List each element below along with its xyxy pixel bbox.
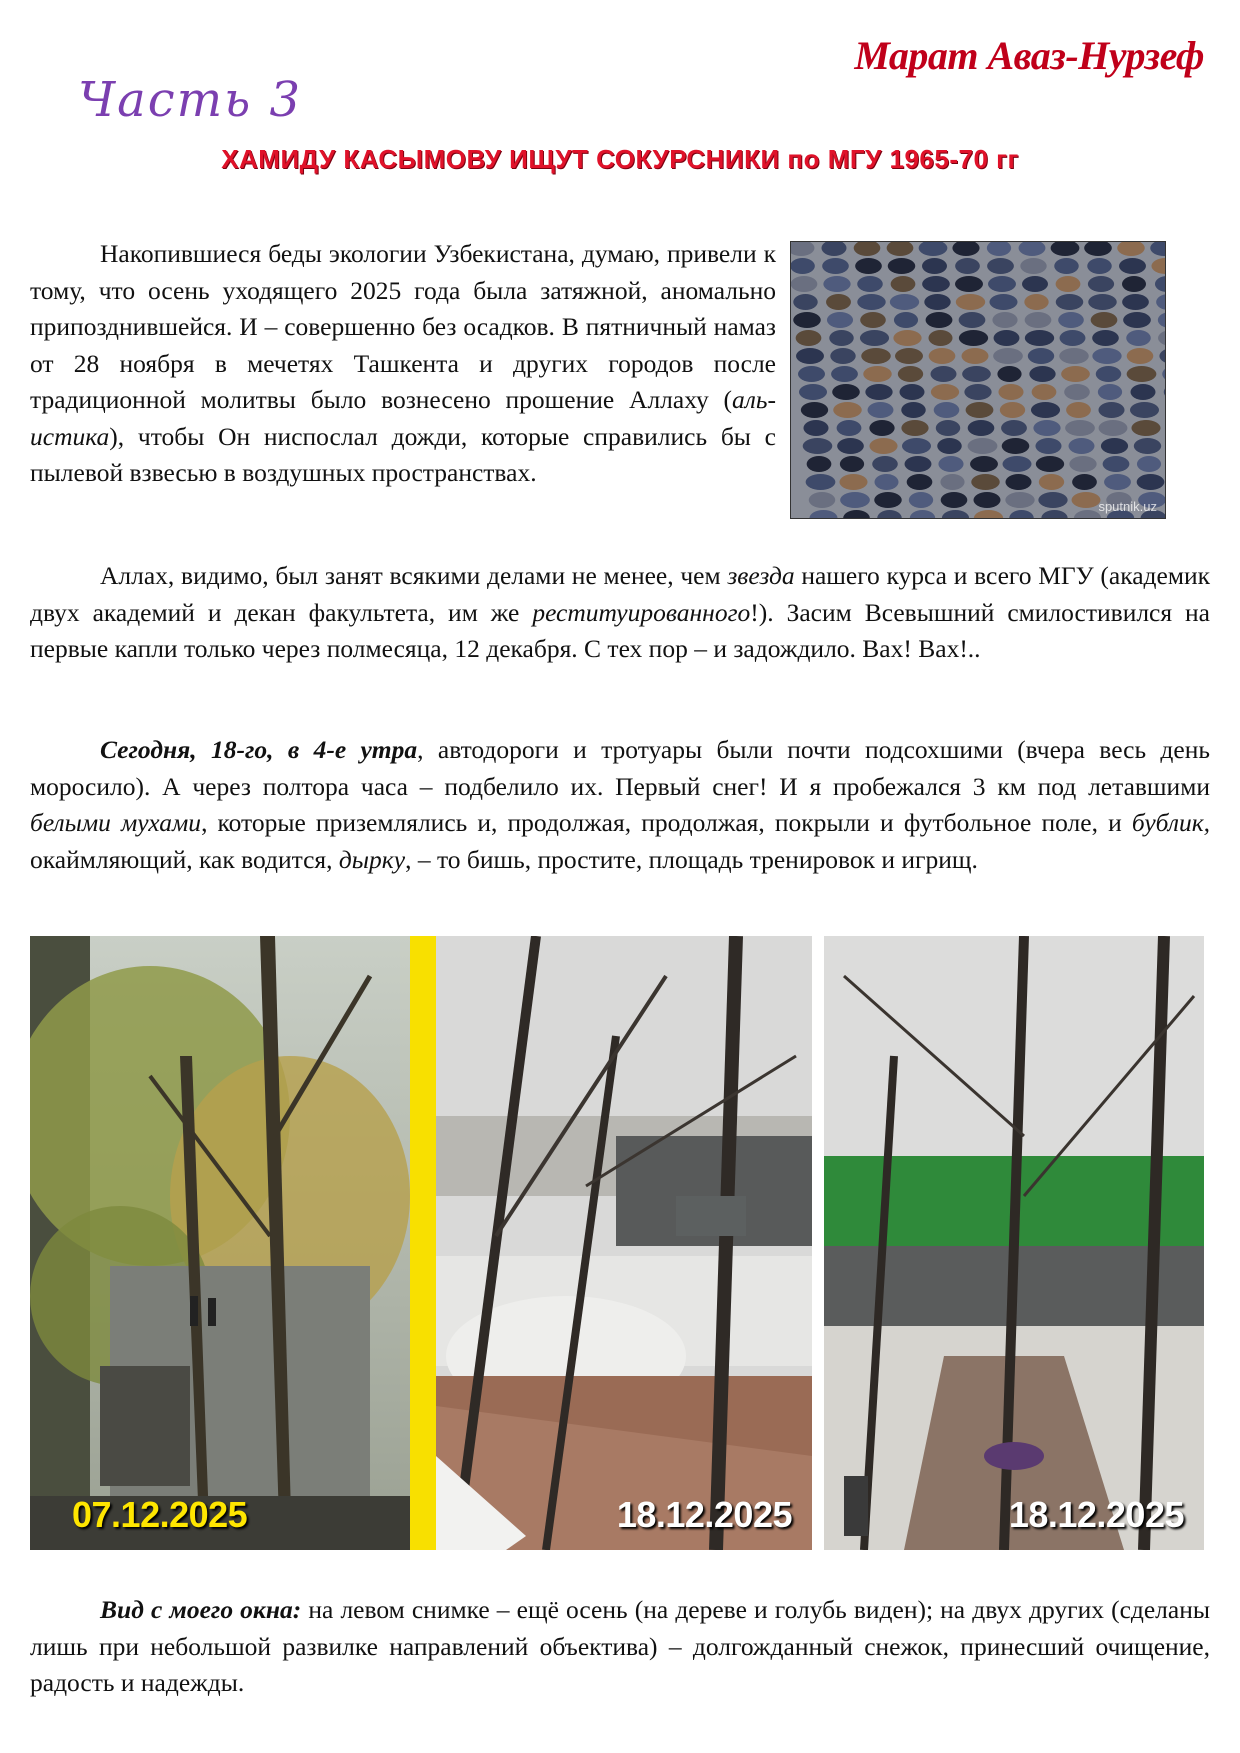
worshipper: [973, 492, 1000, 508]
worshipper: [1025, 330, 1054, 346]
worshipper: [1103, 456, 1130, 472]
worshipper: [874, 474, 898, 490]
worshipper: [806, 474, 836, 490]
worshipper: [970, 456, 998, 472]
date-stamp-snow-1: 18.12.2025: [616, 1494, 792, 1535]
worshipper: [837, 420, 862, 436]
p2-b: звезда: [727, 561, 795, 590]
worshipper: [1130, 384, 1155, 400]
worshipper: [1033, 420, 1060, 436]
worshipper: [1137, 474, 1165, 490]
photo-watermark: sputnik.uz: [1098, 499, 1157, 514]
worshipper: [993, 348, 1023, 364]
worshipper: [899, 384, 924, 400]
worshipper: [941, 492, 968, 508]
worshipper: [809, 492, 836, 508]
worshipper: [801, 402, 828, 418]
worshipper: [837, 438, 864, 454]
worshipper: [922, 258, 947, 274]
paragraph-3: [30, 732, 1210, 878]
worshipper: [992, 312, 1017, 328]
worshipper: [839, 474, 867, 490]
worshipper: [827, 312, 853, 328]
worshipper: [998, 384, 1023, 400]
worshipper: [861, 348, 891, 364]
worshipper: [831, 366, 858, 382]
worshipper: [1005, 474, 1031, 490]
paragraph-2: [30, 558, 1210, 668]
worshipper: [1031, 402, 1060, 418]
photo-divider-bar: [410, 936, 436, 1550]
worshipper: [901, 420, 928, 436]
worshipper: [1104, 474, 1131, 490]
worshipper: [1000, 402, 1025, 418]
worshipper: [959, 330, 988, 346]
worshipper: [1087, 258, 1112, 274]
worshipper: [799, 384, 827, 400]
p3-f: дырку: [338, 844, 406, 874]
worshipper: [1065, 420, 1095, 436]
worshipper: [964, 384, 991, 400]
worshipper: [929, 348, 956, 364]
worshipper: [807, 456, 832, 472]
worshipper: [1130, 402, 1159, 418]
worshipper: [855, 258, 882, 274]
worshipper: [1003, 456, 1032, 472]
worshipper: [1134, 438, 1161, 454]
snow-window-photo-2: [824, 936, 1204, 1550]
worshipper: [971, 474, 1000, 490]
worshipper: [956, 294, 985, 310]
author-name: Марат Аваз-Нурзеф: [854, 33, 1204, 78]
worshipper: [988, 276, 1016, 292]
worshipper: [1131, 420, 1160, 436]
worshipper: [936, 420, 960, 436]
worshipper: [968, 438, 998, 454]
worshipper: [962, 348, 989, 364]
worshipper: [926, 312, 953, 328]
worshipper: [1127, 366, 1157, 382]
autumn-window-photo: [30, 936, 410, 1550]
worshipper: [907, 474, 933, 490]
worshipper: [793, 294, 817, 310]
date-stamp-snow-2: 18.12.2025: [1008, 1494, 1184, 1535]
worshipper: [987, 258, 1014, 274]
worshipper: [791, 258, 815, 274]
worshipper: [1072, 492, 1101, 508]
worshipper: [1066, 402, 1091, 418]
worshipper: [997, 366, 1021, 382]
p1-tail: ), чтобы Он ниспослал дожди, которые справились бы с пылевой взвесью в воздушных пространствах.: [30, 421, 776, 487]
worshipper: [857, 276, 883, 292]
worshipper: [1036, 456, 1064, 472]
worshipper: [989, 294, 1017, 310]
worshipper: [893, 330, 921, 346]
worshipper: [909, 492, 933, 508]
worshipper: [1064, 384, 1090, 400]
worshipper: [793, 312, 821, 328]
worshipper: [868, 402, 894, 418]
photo-caption: [30, 1592, 1210, 1702]
worshipper: [1096, 366, 1121, 382]
p2-a: Аллах, видимо, был занят всякими делами не менее, чем: [100, 561, 728, 590]
worshipper: [822, 258, 849, 274]
worshipper: [1101, 438, 1128, 454]
worshipper: [803, 420, 828, 436]
p3-e: окаймляющий, как водится,: [30, 844, 339, 874]
worshipper: [966, 402, 994, 418]
snow-window-photo-1: [436, 936, 812, 1550]
p3-c: , которые приземлялись и, продолжая, продолжая, покрыли и футбольное поле, и: [201, 808, 1132, 837]
worshipper: [798, 366, 825, 382]
worshipper: [833, 402, 862, 418]
worshipper: [840, 492, 870, 508]
worshipper: [829, 330, 853, 346]
worshipper: [1028, 348, 1054, 364]
worshipper: [1054, 258, 1079, 274]
worshipper: [840, 456, 864, 472]
part-label: Часть 3: [78, 72, 303, 128]
worshipper: [826, 294, 851, 310]
worshipper: [1025, 312, 1052, 328]
worshipper: [1059, 348, 1089, 364]
worshipper: [869, 420, 894, 436]
worshipper: [1061, 366, 1090, 382]
p3-lead: Сегодня, 18-го, в 4-е утра: [100, 735, 418, 764]
worshipper: [938, 456, 963, 472]
worshipper: [823, 276, 850, 292]
worshipper: [1058, 312, 1084, 328]
worshipper: [1088, 294, 1117, 310]
worshipper: [894, 312, 918, 328]
p1-italic: аль-истика: [30, 385, 776, 451]
worshipper: [1122, 276, 1146, 292]
worshipper: [924, 294, 950, 310]
worshipper: [1119, 258, 1146, 274]
worshipper: [1020, 258, 1046, 274]
worshipper: [1022, 276, 1048, 292]
worshipper: [803, 438, 833, 454]
worshipper: [1060, 330, 1086, 346]
worshipper: [1029, 366, 1055, 382]
worshipper: [940, 474, 964, 490]
worshipper: [1099, 420, 1128, 436]
worshipper: [874, 492, 902, 508]
worshipper: [959, 312, 986, 328]
worshipper: [955, 276, 983, 292]
worshipper: [860, 312, 886, 328]
worshipper: [934, 402, 960, 418]
worshipper: [1035, 438, 1061, 454]
worshipper: [1092, 348, 1121, 364]
p3-g: , – то бишь, простите, площадь тренировок и игрищ.: [405, 844, 978, 874]
p3-d: бублик,: [1131, 808, 1211, 837]
worshipper: [830, 348, 855, 364]
worshipper: [1088, 276, 1114, 292]
worshipper: [1068, 438, 1094, 454]
mosque-prayer-photo: [790, 241, 1166, 519]
worshipper: [865, 384, 892, 400]
worshipper: [1005, 492, 1034, 508]
worshipper: [890, 294, 919, 310]
worshipper: [901, 402, 925, 418]
worshipper: [832, 384, 860, 400]
worshipper: [1032, 384, 1057, 400]
worshipper: [1002, 438, 1030, 454]
worshipper: [1056, 294, 1084, 310]
worshipper: [1039, 474, 1064, 490]
worshipper: [872, 456, 898, 472]
worshipper: [1072, 474, 1097, 490]
worshipper: [1038, 492, 1067, 508]
worshipper: [1123, 312, 1151, 328]
worshipper: [962, 366, 991, 382]
worshipper: [1127, 348, 1154, 364]
worshipper: [891, 276, 916, 292]
p2-e: !). Засим Всевышний смилостивился на первые капли только через полмесяца, 12 декабря. С тех пор – и задождило. Вах! Вах!..: [30, 597, 1211, 663]
worshipper: [1069, 456, 1096, 472]
worshipper: [955, 258, 980, 274]
p3-a: , автодороги и тротуары были почти подсохшими (вчера весь день моросило). А через полтора часа – подбелило их. Первый снег! И я пробежался 3 км под летавшими: [30, 735, 1211, 801]
worshipper: [1092, 330, 1119, 346]
worshipper: [869, 438, 897, 454]
worshipper: [928, 330, 952, 346]
worshipper: [931, 384, 959, 400]
paragraph-1: [30, 236, 776, 492]
worshipper: [1024, 294, 1048, 310]
worshipper: [1098, 384, 1122, 400]
worshipper: [1001, 420, 1027, 436]
p3-b: белыми мухами: [30, 808, 202, 837]
date-stamp-autumn: 07.12.2025: [72, 1494, 248, 1535]
worshipper: [1122, 294, 1149, 310]
worshipper: [922, 276, 950, 292]
worshipper: [796, 348, 824, 364]
worshipper: [937, 438, 961, 454]
caption-text: на левом снимке – ещё осень (на дереве и голубь виден); на двух других (сделаны лишь при небольшой развилке направлений объектива) – долгожданный снежок, принесший очищение, радость и надежды.: [30, 1595, 1210, 1697]
worshipper: [1098, 402, 1124, 418]
worshipper: [1137, 456, 1161, 472]
p2-d: реституированного: [532, 597, 751, 627]
p2-c: нашего курса и всего МГУ (академик двух академий и декан факультета, им же: [30, 561, 1210, 627]
worshipper: [895, 348, 923, 364]
worshipper: [930, 366, 956, 382]
worshipper: [796, 330, 822, 346]
worshipper: [968, 420, 995, 436]
worshipper: [994, 330, 1020, 346]
worshipper: [905, 456, 932, 472]
page-headline: ХАМИДУ КАСЫМОВУ ИЩУТ СОКУРСНИКИ по МГУ 1965-70 гг: [221, 144, 1019, 174]
worshipper: [1056, 276, 1081, 292]
worshipper: [1091, 312, 1118, 328]
worshipper: [857, 294, 885, 310]
p1-text: Накопившиеся беды экологии Узбекистана, думаю, привели к тому, что осень уходящего 2025 года была затяжной, аномально припозднившейся. И – совершенно без осадков. В пятничный намаз от 28 ноября в мечетях Ташкента и других городов после традиционной молитвы было вознесено прошение Аллаху (: [30, 239, 776, 414]
worshipper: [888, 258, 916, 274]
worshipper: [902, 438, 931, 454]
worshipper: [860, 330, 889, 346]
worshipper: [1126, 330, 1151, 346]
worshipper: [863, 366, 891, 382]
caption-lead: Вид с моего окна:: [100, 1595, 302, 1624]
worshipper: [898, 366, 923, 382]
worshipper: [791, 276, 817, 292]
